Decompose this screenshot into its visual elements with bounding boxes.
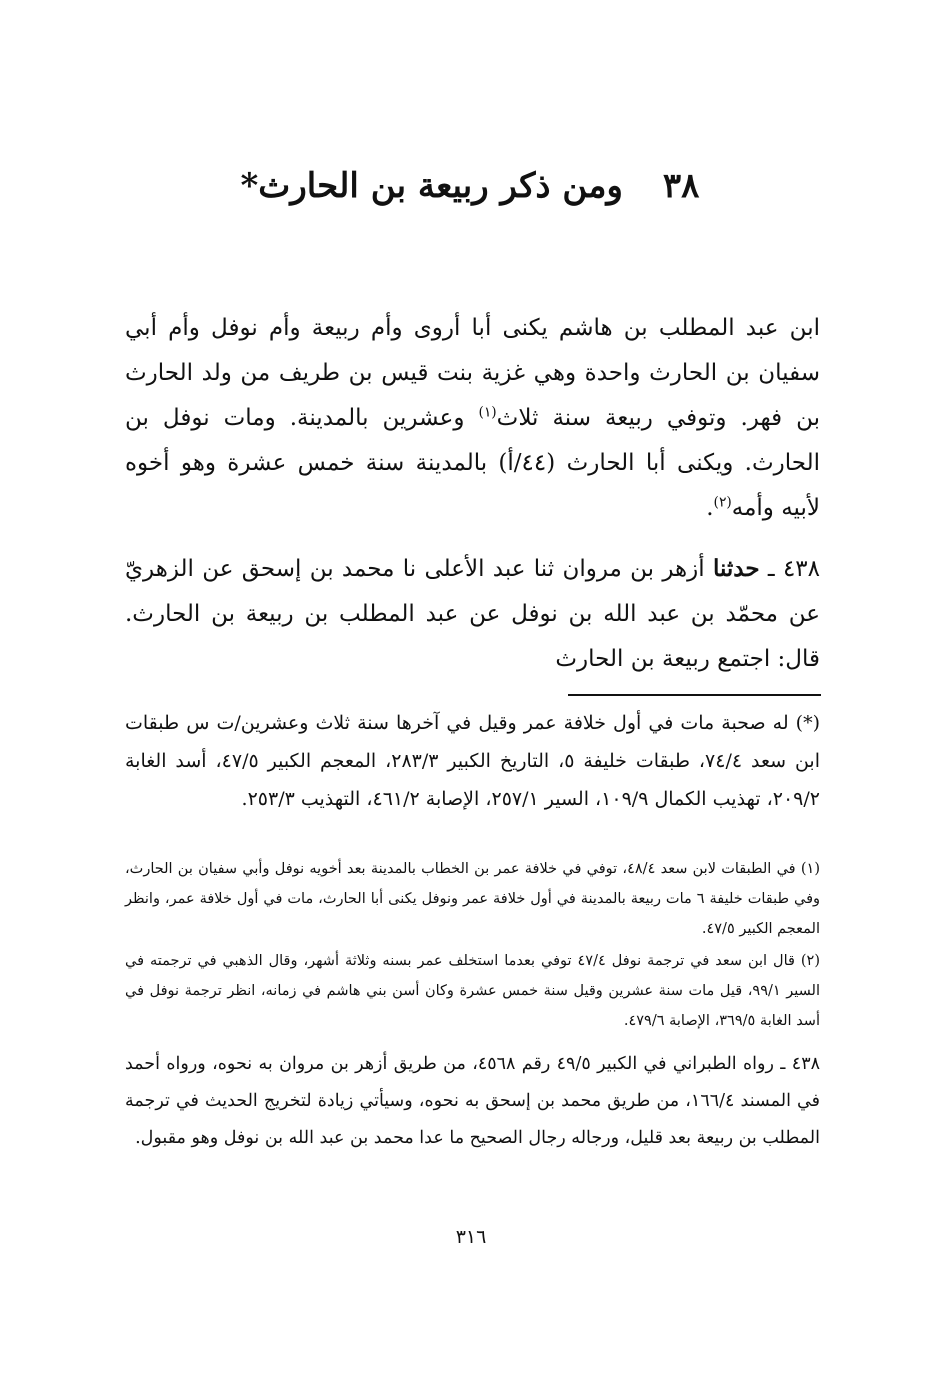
chapter-heading (120, 158, 820, 214)
footnote-1-text: (١) في الطبقات لابن سعد ٤٨/٤، توفي في خلافة عمر بن الخطاب بالمدينة بعد أخويه نوفل وأبي سفيان بن الحارث، وفي طبقات خليفة ٦ مات ربيعة بالمدينة في أول خلافة عمر ونوفل يكنى أبا الحارث، مات في أول خلافة عمر، وانظر المعجم الكبير ٤٧/٥. (125, 861, 820, 937)
chapter-number: ٣٨ (662, 166, 700, 206)
footnote-2 (125, 946, 820, 1036)
takhrij-text: ٤٣٨ ـ رواه الطبراني في الكبير ٤٩/٥ رقم ٤٥٦٨، من طريق أزهر بن مروان به نحوه، ورواه أحمد في المسند ١٦٦/٤، من طريق محمد بن إسحق به نحوه، وسيأتي زيادة لتخريج الحديث في ترجمة المطلب بن ربيعة بعد قليل، ورجاله رجال الصحيح ما عدا محمد بن عبد الله بن نوفل وهو مقبول. (125, 1054, 821, 1148)
footnote-divider (568, 694, 821, 696)
footnote-1 (125, 854, 820, 944)
hadith-paragraph (125, 546, 820, 682)
page-number: ٣١٦ (455, 1226, 487, 1248)
biography-paragraph (125, 306, 820, 531)
biography-text-part-1: ابن عبد المطلب بن هاشم يكنى أبا أروى وأم ربيعة وأم نوفل وأم أبي سفيان بن الحارث واحدة وهي غزية بنت قيس بن طريف من ولد الحارث بن فهر. وتوفي ربيعة سنة ثلاث (125, 315, 820, 431)
star-note (125, 704, 820, 818)
footnote-ref-2: (٢) (713, 494, 732, 511)
star-note-text: (*) له صحبة مات في أول خلافة عمر وقيل في آخرها سنة ثلاث وعشرين/ت س طبقات ابن سعد ٧٤/٤، طبقات خليفة ٥، التاريخ الكبير ٢٨٣/٣، المعجم الكبير ٤٧/٥، أسد الغابة ٢٠٩/٢، تهذيب الكمال ١٠٩/٩، السير ٢٥٧/١، الإصابة ٤٦١/٢، التهذيب ٢٥٣/٣. (125, 712, 820, 810)
footnote-2-text: (٢) قال ابن سعد في ترجمة نوفل ٤٧/٤ توفي بعدما استخلف عمر بسنه وثلاثة أشهر، وقال الذهبي في ترجمته في السير ٩٩/١، قيل مات سنة عشرين وقيل سنة خمس عشرة وكان أسن بني هاشم في زمانه، انظر ترجمة نوفل في أسد الغابة ٣٦٩/٥، الإصابة ٤٧٩/٦. (125, 953, 821, 1029)
footnote-ref-1: (١) (478, 404, 497, 421)
biography-text-part-2: وعشرين بالمدينة. ومات نوفل بن الحارث. ويكنى أبا الحارث (٤٤/أ) بالمدينة سنة خمس عشرة وهو أخوه لأبيه وأمه (125, 405, 820, 521)
hadith-intro-word: حدثنا (712, 555, 760, 582)
takhrij-note (125, 1046, 820, 1157)
chapter-title: ومن ذكر ربيعة بن الحارث* (240, 166, 623, 206)
biography-text-part-3: . (706, 495, 714, 521)
hadith-number: ٤٣٨ ـ (767, 556, 820, 582)
hadith-text: أزهر بن مروان ثنا عبد الأعلى نا محمد بن إسحق عن الزهريّ عن محمّد بن عبد الله بن نوفل عن عبد المطلب بن ربيعة بن الحارث. قال: اجتمع ربيعة بن الحارث (125, 556, 820, 672)
